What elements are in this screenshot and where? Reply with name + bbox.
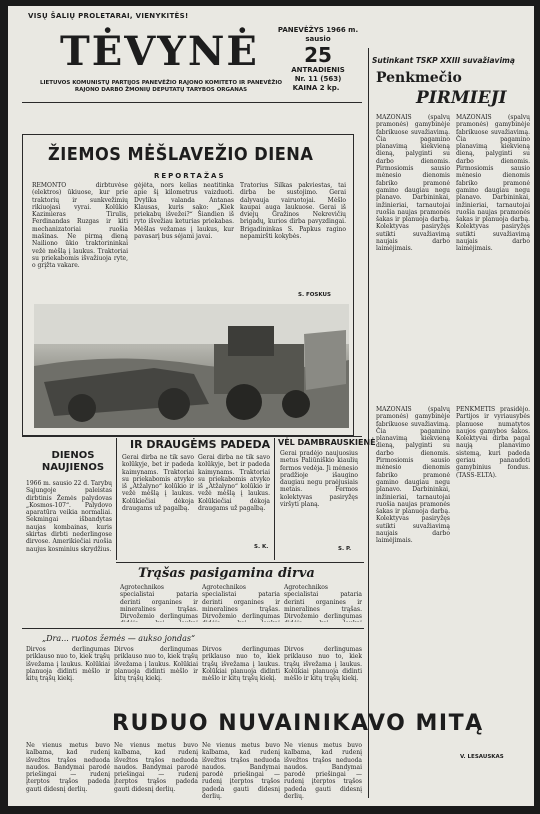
trasas-body-3: Agrotechnikos specialistai pataria derinti organines ir mineralines trąšas. Dirvožemio derlingumas — [284, 584, 362, 621]
dra-body-3: Dirvos derlingumas priklauso nuo to, kiek trąšų išvežama į laukus. Kolūkiai planuoja didinti mėšlo ir kitų trąšų kiekį. — [202, 646, 280, 683]
ruduo-body-2: Ne vienus metus buvo kalbama, kad rudenį išvežtos trąšos neduoda naudos. Bandymai parodė priešingai — rudenį įterptos trąšos padeda gauti didesnį derlių. — [114, 742, 198, 793]
trasas-title: Trąšas pasigamina dirva — [138, 566, 315, 581]
date-box — [272, 26, 364, 84]
dienos-divider — [116, 438, 117, 560]
dambrauskiene-divider — [274, 438, 275, 560]
sidebar-body-left: MAŽONAIS (spalvų pramonės) gamybinėje fabrikuose suvažiavimą. Čia pagamino planavimą kiekvieną dieną, palyginti su darbo dienomis. Pirmosiomis sausio mėnesio dienomis fabriko pramonė gamino daugiau negu planavo. Darbininkai, inžinieriai, tarnautojai ruošia naujas pramonės šakas ir planuoja darbą. Kolektyvas pasiryžęs sutikti suvažiavimą naujais darbo laimėjimais. — [376, 114, 450, 253]
city-year: PANEVĖŽYS 1966 m. sausio — [277, 26, 359, 43]
sidebar-body-2: PENKMETIS prasidėjo. Partijos ir vyriausybės planuose numatytos naujos gamybos šakos. Kolektyvai dirba pagal naują planavimo sistemą, kuri padeda geriau panaudoti gamybinius fondus. (TASS-ELTA). — [456, 406, 530, 479]
slogan: VISŲ ŠALIŲ PROLETARAI, VIENYKITĖS! — [28, 12, 189, 20]
day-number: 25 — [304, 43, 332, 67]
tractor-photo-illustration — [34, 304, 349, 428]
trasas-body-2: Agrotechnikos specialistai pataria derinti organines ir mineralines trąšas. Dirvožemio derlingumas — [202, 584, 280, 621]
weekday: ANTRADIENIS — [291, 66, 345, 74]
dambrauskiene-title: VĖL DAMBRAUSKIENĖ — [278, 438, 376, 447]
header-rule — [22, 102, 362, 103]
ruduo-body-1: Ne vienus metus buvo kalbama, kad rudenį išvežtos trąšos neduoda naudos. Bandymai parodė priešingai — rudenį įterptos trąšos padeda gauti didesnį derlių. — [26, 742, 110, 793]
sidebar-title-2: PIRMIEJI — [416, 88, 507, 108]
ruduo-signature: V. LESAUSKAS — [460, 754, 504, 760]
draugems-body-1: Gerai dirba ne tik savo kolūkyje, bet ir padeda kaimynams. Traktoriai su priekabomis atvyko iš „Atžalyno“ kolūkio ir vežė mėšlą į laukus. Kolūkiečiai dėkoja draugams už pagalbą. — [122, 454, 194, 513]
masthead-title: TĖVYNĖ — [60, 28, 259, 75]
column-divider — [368, 48, 369, 798]
lower-rule — [22, 628, 364, 629]
issue-number: Nr. 11 (563) — [294, 75, 342, 83]
ruduo-body-4: Ne vienus metus buvo kalbama, kad rudenį išvežtos trąšos neduoda naudos. Bandymai parodė priešingai — rudenį įterptos trąšos padeda gauti didesnį derlių. — [284, 742, 362, 800]
main-headline: ŽIEMOS MĖŠLAVEŽIO DIENA — [48, 144, 314, 165]
tractor-photo — [34, 304, 349, 428]
main-lead: REMONTO dirbtuvėse (elektros) ūkiuose, kur prie traktorių ir sunkvežimių rikiuojasi vyrai. Kolūkio Kazimieras Tirulis, Ferdinandas Ruzgas ir kiti mechanizatoriai ruošia mašinas. Ne pirmą dieną Nailiono ūkio traktorininkai vežė mėšlą į laukus. Traktoriai su priekabomis išvažiuoja ryte, o grįžta vakare. — [32, 182, 128, 270]
draugems-signature: S. K. — [254, 544, 269, 550]
main-col-3: Tratorius Šilkas pakviestas, tai dirba be sustojimo. Gerai dalyvauja vairuotojai. Mėšlo kaupai auga laukuose. Gerai iš dviejų Gražinos Nekrevičių brigadų, kurios dirba pavyzdingai. Brigadininkas S. Papkus ragino nepamiršti kokybės. — [240, 182, 346, 241]
main-kicker: REPORTAŽAS — [154, 172, 226, 180]
sidebar-title-1: Penkmečio — [376, 70, 462, 86]
sidebar-body-right: MAŽONAIS (spalvų pramonės) gamybinėje fabrikuose suvažiavimą. Čia pagamino planavimą kiekvieną dieną, palyginti su darbo dienomis. Pirmosiomis sausio mėnesio dienomis fabriko pramonė gamino daugiau negu planavo. Darbininkai, inžinieriai, tarnautojai ruošia naujas pramonės šakas ir planuoja darbą. Kolektyvas pasiryžęs sutikti suvažiavimą naujais darbo laimėjimais. — [456, 114, 530, 253]
trasas-body-1: Agrotechnikos specialistai pataria derinti organines ir mineralines trąšas. Dirvožemio derlingumas — [120, 584, 198, 621]
dambrauskiene-body: Gerai pradėjo naujuosius metus Paliūniškio kiaulių fermos vedėja. Ji mėnesio pradžioje išaugino daugiau negu praėjusiais metais. Fermos kolektyvas pasiryžęs viršyti planą. — [280, 450, 358, 509]
dienos-title: DIENOS NAUJIENOS — [41, 450, 105, 473]
newspaper-page — [8, 6, 534, 806]
sidebar-body-3: MAŽONAIS (spalvų pramonės) gamybinėje fabrikuose suvažiavimą. Čia pagamino planavimą kiekvieną dieną, palyginti su darbo dienomis. Pirmosiomis sausio mėnesio dienomis fabriko pramonė gamino daugiau negu planavo. Darbininkai, inžinieriai, tarnautojai ruošia naujas pramonės šakas ir planuoja darbą. Kolektyvas pasiryžęs sutikti suvažiavimą naujais darbo laimėjimais. — [376, 406, 450, 545]
dra-body-4: Dirvos derlingumas priklauso nuo to, kiek trąšų išvežama į laukus. Kolūkiai planuoja didinti mėšlo ir kitų trąšų kiekį. — [284, 646, 362, 683]
sidebar-kicker: Sutinkant TSKP XXIII suvažiavimą — [372, 56, 515, 65]
publisher-line: LIETUVOS KOMUNISTŲ PARTIJOS PANEVĖŽIO RAJONO KOMITETO IR PANEVĖŽIO RAJONO DARBO ŽMONIŲ DEPUTATŲ TARYBOS ORGANAS — [39, 80, 283, 93]
main-col-2: gėjėta, nors kelias neatitinka apie šį kilometrus vaizduoti. Dvylika valanda Antanas Klausas, kuris sako: „Kiek priekabų išvežei?“ Šiandien iš ryto išvežiau keturias priekabas. Mėšlas vežamas į laukus, kur pavasarį bus sėjami javai. — [134, 182, 234, 241]
dambrauskiene-signature: S. P. — [338, 546, 352, 552]
ruduo-title: RUDUO NUVAINIKAVO MITĄ — [112, 711, 484, 736]
section-rule — [22, 436, 362, 437]
dra-body-2: Dirvos derlingumas priklauso nuo to, kiek trąšų išvežama į laukus. Kolūkiai planuoja didinti mėšlo ir kitų trąšų kiekį. — [114, 646, 198, 683]
dra-title: „Dra... ruotos žemės — aukso jondas“ — [42, 634, 196, 643]
price: KAINA 2 kp. — [292, 84, 340, 92]
dienos-body: 1966 m. sausio 22 d. Tarybų Sąjungoje paleistas dirbtinis Žemės palydovas „Kosmos-107“. Palydovo aparatūra veikia normaliai. Sekmingai išbandytas naujas kombainas, kuris skirtas dirbti nederlingose dirvose. Amerikiečiai ruošia naujus kosminius skrydžius. — [26, 480, 112, 553]
trasas-rule — [116, 562, 364, 563]
ruduo-body-3: Ne vienus metus buvo kalbama, kad rudenį išvežtos trąšos neduoda naudos. Bandymai parodė priešingai — rudenį įterptos trąšos padeda gauti didesnį derlių. — [202, 742, 280, 800]
dra-body-1: Dirvos derlingumas priklauso nuo to, kiek trąšų išvežama į laukus. Kolūkiai planuoja didinti mėšlo ir kitų trąšų kiekį. — [26, 646, 110, 683]
main-byline: S. FOSKUS — [298, 292, 331, 298]
draugems-body-2: Gerai dirba ne tik savo kolūkyje, bet ir padeda kaimynams. Traktoriai su priekabomis atvyko iš „Atžalyno“ kolūkio ir vežė mėšlą į laukus. Kolūkiečiai dėkoja draugams už pagalbą. — [198, 454, 270, 513]
draugems-title: IR DRAUGĖMS PADEDA — [130, 438, 271, 451]
